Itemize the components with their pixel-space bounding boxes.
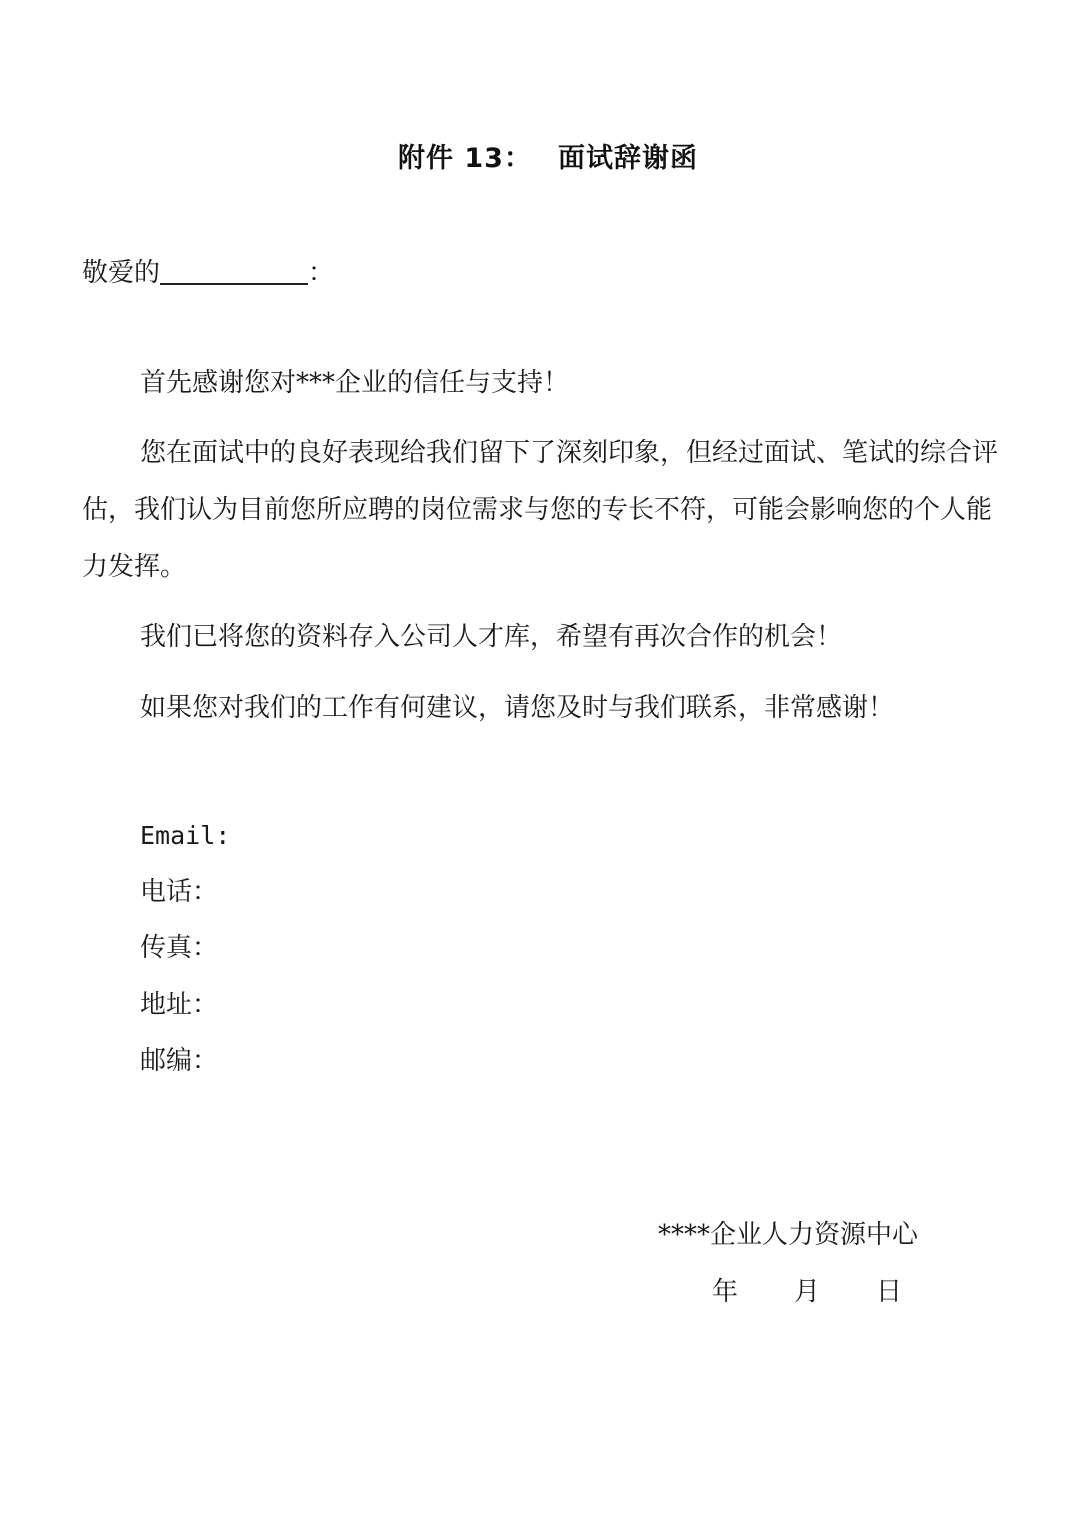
paragraph-evaluation: 您在面试中的良好表现给我们留下了深刻印象，但经过面试、笔试的综合评估，我们认为目前您所应聘的岗位需求与您的专长不符，可能会影响您的个人能力发挥。 (82, 438, 999, 582)
salutation-suffix: ： (308, 258, 335, 288)
salutation-prefix: 敬爱的 (82, 258, 161, 288)
salutation (82, 252, 334, 289)
paragraph-feedback: 如果您对我们的工作有何建议，请您及时与我们联系，非常感谢！ (140, 693, 895, 723)
date-day-label: 日 (876, 1277, 903, 1307)
contact-email-label: Email: (140, 821, 231, 850)
title-prefix: 附件 13： (398, 143, 532, 174)
contact-address-label: 地址： (140, 990, 219, 1020)
date-year-label: 年 (712, 1277, 739, 1307)
contact-fax-label: 传真： (140, 933, 219, 963)
signature: ****企业人力资源中心 (658, 1220, 919, 1250)
paragraph-talent-pool: 我们已将您的资料存入公司人才库，希望有再次合作的机会！ (140, 622, 843, 652)
document-title (0, 136, 1080, 175)
contact-postcode-label: 邮编： (140, 1046, 219, 1076)
date-month-label: 月 (794, 1277, 821, 1307)
paragraph-thanks: 首先感谢您对***企业的信任与支持！ (140, 368, 570, 398)
contact-phone-label: 电话： (140, 877, 219, 907)
title-main: 面试辞谢函 (557, 143, 698, 174)
date-line (712, 1271, 902, 1308)
recipient-blank-line (160, 257, 308, 285)
